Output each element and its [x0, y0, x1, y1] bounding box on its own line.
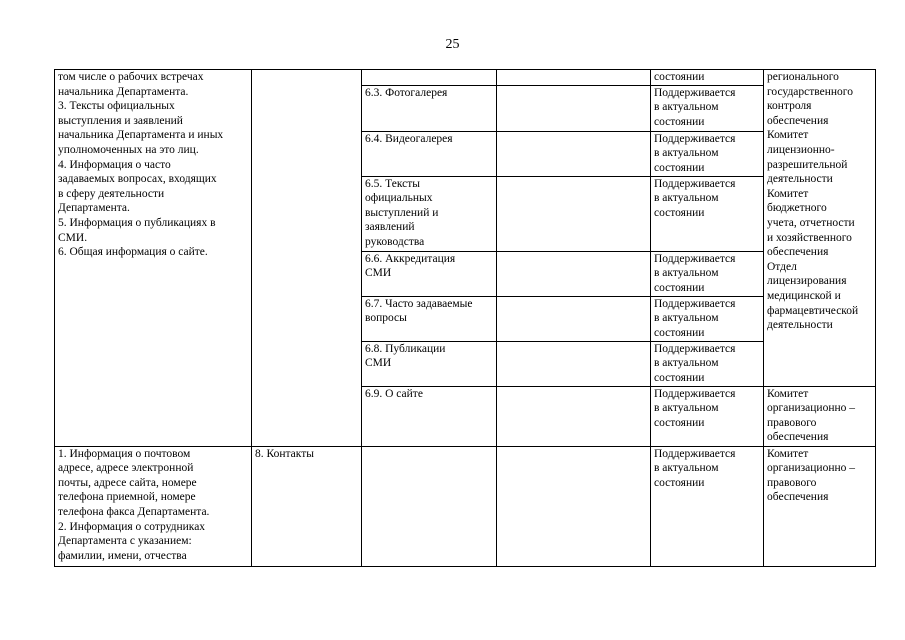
subsection-title-cell [362, 386, 497, 446]
text-line: заявлений [365, 221, 415, 234]
text-line: состоянии [654, 71, 705, 83]
text-line: Поддерживается [654, 447, 736, 460]
text-line: 1. Информация о почтовом [58, 447, 191, 460]
text-line: в актуальном [654, 192, 719, 205]
text-line: Отдел [767, 260, 797, 273]
sections-table [54, 69, 876, 567]
information-cell-contacts [55, 446, 252, 566]
text-line: обеспечения [767, 246, 829, 259]
text-line: в актуальном [654, 312, 719, 325]
text-line: 2. Информация о сотрудниках [58, 520, 206, 533]
text-line: контроля [767, 100, 812, 113]
text-line: Поддерживается [654, 86, 736, 99]
empty-cell [497, 70, 651, 86]
text-line: 5. Информация о публикациях в [58, 216, 216, 229]
text-line: СМИ [365, 357, 392, 370]
text-line: Поддерживается [654, 252, 736, 265]
text-line: фармацевтической [767, 304, 859, 317]
text-line: 6.9. О сайте [365, 387, 423, 400]
text-line: фамилии, имени, отчества [58, 549, 187, 562]
subsection-title-cell [362, 70, 497, 86]
text-line: и хозяйственного [767, 231, 852, 244]
status-cell [651, 176, 764, 251]
text-line: учета, отчетности [767, 216, 855, 229]
text-line: Поддерживается [654, 387, 736, 400]
text-line: обеспечения [767, 114, 829, 127]
empty-cell [497, 446, 651, 566]
text-line: деятельности [767, 319, 833, 332]
text-line: Департамента с указанием: [58, 535, 192, 548]
text-line: лицензионно- [767, 143, 835, 156]
text-line: разрешительной [767, 158, 848, 171]
status-cell [651, 446, 764, 566]
section-cell-empty [252, 70, 362, 447]
status-cell [651, 131, 764, 176]
text-line: выступлений и [365, 206, 439, 219]
text-line: обеспечения [767, 431, 829, 444]
text-line: Комитет [767, 129, 809, 142]
responsible-cell [764, 386, 876, 446]
text-line: лицензирования [767, 275, 847, 288]
text-line: том числе о рабочих встречах [58, 71, 204, 83]
text-line: Комитет [767, 387, 809, 400]
empty-cell [497, 251, 651, 296]
text-line: уполномоченных на это лиц. [58, 143, 199, 156]
text-line: телефона приемной, номере [58, 491, 196, 504]
text-line: состоянии [654, 371, 705, 384]
text-line: Поддерживается [654, 132, 736, 145]
text-line: 6.7. Часто задаваемые [365, 297, 473, 310]
text-line: регионального [767, 71, 839, 83]
status-cell [651, 85, 764, 131]
text-line: состоянии [654, 281, 705, 294]
subsection-title-cell [362, 296, 497, 341]
text-line: 6.4. Видеогалерея [365, 132, 453, 145]
text-line: бюджетного [767, 202, 827, 215]
text-line: правового [767, 476, 817, 489]
text-line: 6. Общая информация о сайте. [58, 246, 208, 259]
subsection-title-cell [362, 446, 497, 566]
text-line: состоянии [654, 115, 705, 128]
text-line: деятельности [767, 173, 833, 186]
text-line: вопросы [365, 312, 407, 325]
page-number: 25 [445, 37, 460, 52]
status-cell [651, 341, 764, 386]
text-line: 4. Информация о часто [58, 158, 171, 171]
text-line: СМИ [365, 267, 392, 280]
text-line: официальных [365, 192, 433, 205]
text-line: Комитет [767, 187, 809, 200]
text-line: состоянии [654, 416, 705, 429]
text-line: адресе, адресе электронной [58, 462, 194, 475]
text-line: 6.6. Аккредитация [365, 252, 456, 265]
empty-cell [497, 296, 651, 341]
responsible-cell [764, 70, 876, 387]
section-cell-contacts [252, 446, 362, 566]
status-cell [651, 296, 764, 341]
text-line: 6.5. Тексты [365, 177, 420, 190]
empty-cell [497, 176, 651, 251]
text-line: Поддерживается [654, 297, 736, 310]
text-line: начальника Департамента. [58, 85, 189, 98]
status-cell [651, 251, 764, 296]
text-line: начальника Департамента и иных [58, 129, 224, 142]
text-line: Комитет [767, 447, 809, 460]
text-line: организационно – [767, 402, 856, 415]
text-line: выступления и заявлений [58, 114, 183, 127]
text-line: Департамента. [58, 202, 130, 215]
text-line: задаваемых вопросах, входящих [58, 173, 217, 186]
text-line: правового [767, 416, 817, 429]
empty-cell [497, 131, 651, 176]
text-line: телефона факса Департамента. [58, 505, 210, 518]
text-line: в актуальном [654, 357, 719, 370]
text-line: организационно – [767, 462, 856, 475]
text-line: состоянии [654, 161, 705, 174]
empty-cell [497, 341, 651, 386]
text-line: в актуальном [654, 402, 719, 415]
information-cell-top [55, 70, 252, 447]
subsection-title-cell [362, 85, 497, 131]
subsection-title-cell [362, 176, 497, 251]
text-line: государственного [767, 85, 853, 98]
text-line: в актуальном [654, 101, 719, 114]
text-line: состоянии [654, 326, 705, 339]
text-line: в актуальном [654, 147, 719, 160]
subsection-title-cell [362, 251, 497, 296]
status-cell [651, 386, 764, 446]
text-line: Поддерживается [654, 342, 736, 355]
text-line: состоянии [654, 206, 705, 219]
text-line: Поддерживается [654, 177, 736, 190]
text-line: почты, адресе сайта, номере [58, 476, 197, 489]
section-title: 8. Контакты [255, 447, 314, 460]
subsection-title-cell [362, 341, 497, 386]
text-line: 6.8. Публикации [365, 342, 446, 355]
text-line: обеспечения [767, 491, 829, 504]
text-line: в актуальном [654, 462, 719, 475]
text-line: в актуальном [654, 267, 719, 280]
text-line: СМИ. [58, 231, 88, 244]
empty-cell [497, 386, 651, 446]
subsection-title-cell [362, 131, 497, 176]
text-line: медицинской и [767, 289, 841, 302]
responsible-cell [764, 446, 876, 566]
text-line: в сферу деятельности [58, 187, 165, 200]
empty-cell [497, 85, 651, 131]
text-line: руководства [365, 235, 425, 248]
status-cell [651, 70, 764, 86]
text-line: 6.3. Фотогалерея [365, 86, 448, 99]
text-line: 3. Тексты официальных [58, 100, 175, 113]
text-line: состоянии [654, 476, 705, 489]
